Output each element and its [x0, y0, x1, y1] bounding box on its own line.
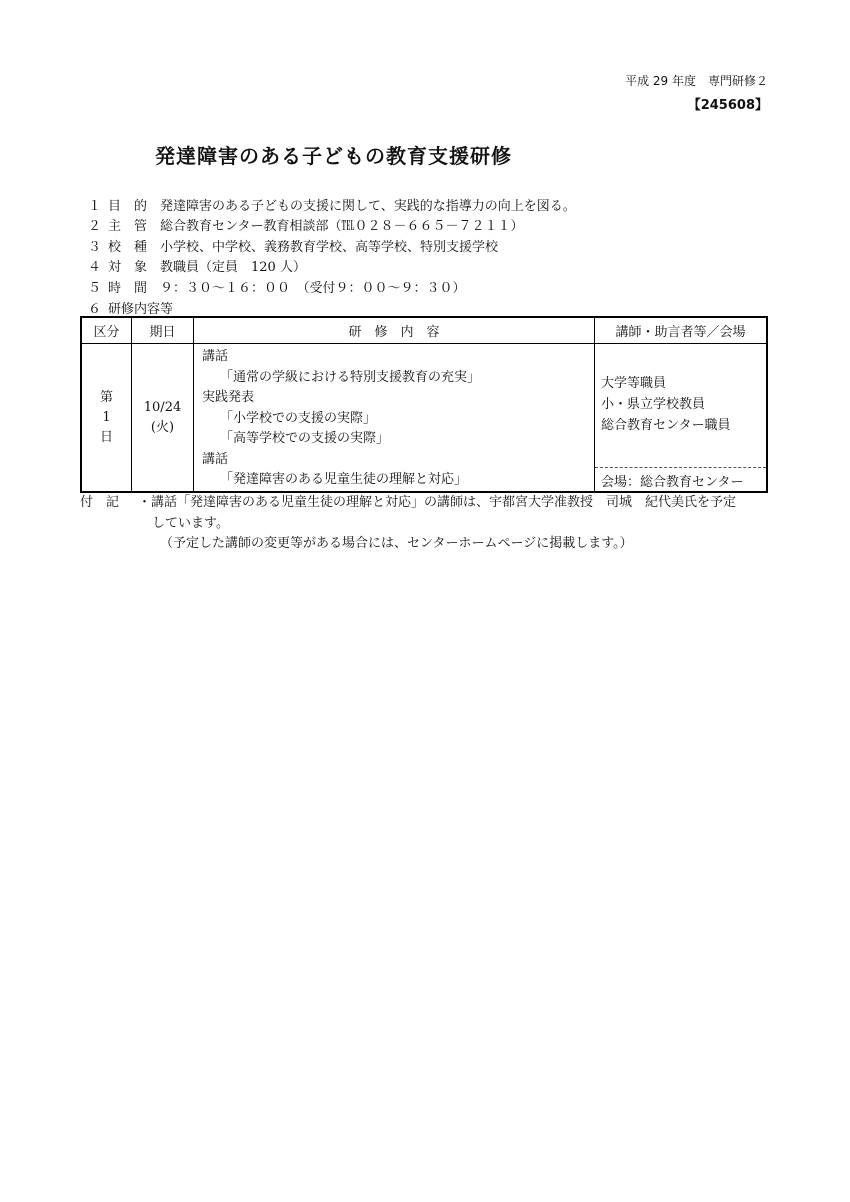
content-line: 実践発表 [202, 390, 255, 405]
info-text: ９：３０～１６：００ （受付９：００～９：３０） [160, 281, 466, 296]
info-school-types [88, 236, 498, 255]
info-number: ２ [88, 219, 102, 234]
division-text: 日 [99, 429, 113, 445]
info-label: 目 的 [108, 199, 148, 214]
division-text: 1 [102, 409, 111, 425]
content-line: 講話 [202, 451, 229, 467]
info-number: １ [88, 199, 102, 214]
instructors-cell [595, 344, 768, 493]
info-label: 研修内容等 [108, 302, 174, 317]
info-label: 校 種 [108, 240, 148, 255]
weekday-text: (火) [150, 419, 175, 435]
content-line: 講話 [202, 349, 229, 364]
content-line: 「通常の学級における特別支援教育の充実」 [220, 369, 481, 385]
info-label: 時 間 [108, 281, 148, 296]
info-time [88, 277, 466, 296]
note-line-2: しています。 [152, 516, 229, 531]
info-text: 総合教育センター教育相談部（℡０２８－６６５－７２１１） [160, 219, 524, 234]
info-number: ５ [88, 281, 102, 296]
division-cell [81, 344, 132, 493]
content-cell [194, 344, 595, 493]
table-header-row [81, 317, 767, 344]
info-target [88, 256, 306, 275]
division-text: 第 [99, 389, 113, 405]
note-text: ・講話「発達障害のある児童生徒の理解と対応」の講師は、宇都宮大学准教授 司城 紀代美氏を予定 [138, 495, 737, 510]
content-line: 「高等学校での支援の実際」 [220, 431, 390, 446]
instructors-list [595, 344, 766, 467]
instructor-item: 総合教育センター職員 [601, 418, 731, 433]
info-label: 主 管 [108, 219, 148, 234]
instructor-item: 大学等職員 [601, 376, 667, 391]
date-text: 10/24 [143, 399, 182, 415]
venue-text: 会場：総合教育センター [595, 467, 766, 491]
note-line-3: （予定した講師の変更等がある場合には、センターホームページに掲載します。） [160, 536, 633, 551]
date-cell [132, 344, 194, 493]
note-line-1 [80, 491, 736, 510]
note-label: 付 記 [80, 495, 120, 510]
instructor-item: 小・県立学校教員 [601, 397, 706, 412]
content-line: 「発達障害のある児童生徒の理解と対応」 [220, 472, 468, 487]
info-purpose [88, 195, 576, 214]
info-contents-heading [88, 298, 173, 317]
content-line: 「小学校での支援の実際」 [220, 410, 377, 426]
header-division: 区分 [81, 317, 132, 344]
table-row [81, 344, 767, 493]
schedule-table [80, 316, 768, 493]
info-number: ６ [88, 302, 102, 317]
info-text: 教職員（定員 120 人） [160, 260, 306, 275]
course-code: 【245608】 [687, 98, 768, 113]
info-number: ３ [88, 240, 102, 255]
header-instructors-venue: 講師・助言者等／会場 [595, 317, 768, 344]
fiscal-year-course: 平成 29 年度 専門研修２ [625, 74, 768, 88]
info-label: 対 象 [108, 260, 148, 275]
info-organizer [88, 215, 523, 234]
info-text: 小学校、中学校、義務教育学校、高等学校、特別支援学校 [160, 240, 499, 255]
info-number: ４ [88, 260, 102, 275]
page-title: 発達障害のある子どもの教育支援研修 [155, 144, 512, 168]
header-content: 研 修 内 容 [194, 317, 595, 344]
info-text: 発達障害のある子どもの支援に関して、実践的な指導力の向上を図る。 [160, 199, 576, 214]
header-date: 期日 [132, 317, 194, 344]
